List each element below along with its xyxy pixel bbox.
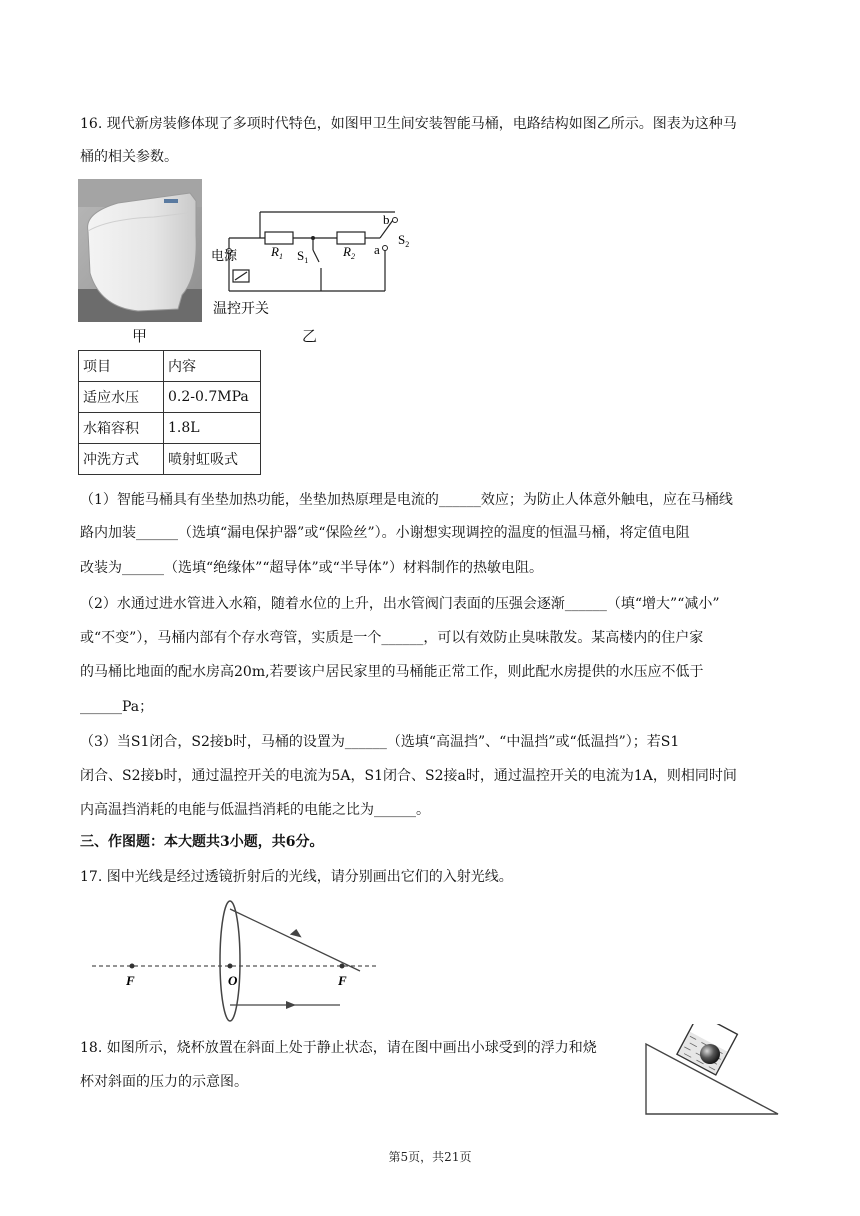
circuit-power-label: 电源: [211, 248, 238, 263]
circuit-thermo-label: 温控开关: [213, 302, 269, 317]
circuit-r2-label: $R_2$: [343, 244, 355, 261]
q18-line2: 杯对斜面的压力的示意图。: [80, 1074, 248, 1090]
q16-part2-line2: 或“不变”），马桶内部有个存水弯管，实质是一个______，可以有效防止臭味散发。某高楼内的住户家: [80, 630, 704, 646]
lens-f-right-label: F: [338, 973, 347, 988]
lens-diagram: [90, 895, 380, 1025]
table-cell: 0.2-0.7MPa: [164, 382, 261, 413]
q16-part2-line1: （2）水通过进水管进入水箱，随着水位的上升，出水管阀门表面的压强会逐渐______（填“增大”“减小”: [80, 596, 720, 612]
circuit-b-label: b: [383, 212, 390, 227]
table-cell: 适应水压: [79, 382, 164, 413]
q18-line1: 18. 如图所示，烧杯放置在斜面上处于静止状态，请在图中画出小球受到的浮力和烧: [80, 1040, 597, 1056]
circuit-diagram: [205, 188, 420, 318]
table-row: [79, 444, 261, 475]
section-heading: 三、作图题：本大题共3小题，共6分。: [80, 834, 324, 850]
table-cell: 1.8L: [164, 413, 261, 444]
q16-part2-line4: ______Pa；: [80, 699, 154, 715]
q16-line1: 16. 现代新房装修体现了多项时代特色，如图甲卫生间安装智能马桶，电路结构如图乙所示。图表为这种马: [80, 116, 737, 132]
q17-text: 17. 图中光线是经过透镜折射后的光线，请分别画出它们的入射光线。: [80, 869, 513, 885]
table-row: [79, 382, 261, 413]
q16-part3-line2: 闭合、S2接b时，通过温控开关的电流为5A，S1闭合、S2接a时，通过温控开关的电流为1A，则相同时间: [80, 768, 737, 784]
table-cell: 冲洗方式: [79, 444, 164, 475]
table-row: [79, 413, 261, 444]
toilet-photo: [78, 179, 202, 322]
fig-jia-caption: 甲: [132, 327, 148, 345]
lens-o-label: O: [228, 973, 238, 988]
q16-part1-line1: （1）智能马桶具有坐垫加热功能，坐垫加热原理是电流的______效应；为防止人体意外触电，应在马桶线: [80, 492, 733, 508]
page-footer: 第5页，共21页: [388, 1150, 472, 1164]
fig-yi-caption: 乙: [302, 327, 318, 345]
table-cell: 水箱容积: [79, 413, 164, 444]
table-cell: 项目: [79, 351, 164, 382]
circuit-s2-label: $S_2$: [398, 232, 410, 249]
q16-part3-line1: （3）当S1闭合，S2接b时，马桶的设置为______（选填“高温挡”、“中温挡”或“低温挡”）；若S1: [80, 734, 680, 750]
q16-line2: 桶的相关参数。: [80, 149, 178, 165]
q16-part2-line3: 的马桶比地面的配水房高20m,若要该户居民家里的马桶能正常工作，则此配水房提供的水压应不低于: [80, 664, 704, 680]
circuit-r1-label: $R_1$: [271, 244, 283, 261]
q16-part3-line3: 内高温挡消耗的电能与低温挡消耗的电能之比为______。: [80, 802, 430, 818]
circuit-a-label: a: [374, 242, 380, 257]
params-table: [78, 350, 261, 475]
table-row: [79, 351, 261, 382]
incline-beaker-diagram: [640, 1024, 785, 1119]
table-cell: 内容: [164, 351, 261, 382]
lens-f-left-label: F: [126, 973, 135, 988]
circuit-s1-label: $S_1$: [297, 248, 309, 265]
q16-part1-line2: 路内加装______（选填“漏电保护器”或“保险丝”）。小谢想实现调控的温度的恒温马桶，将定值电阻: [80, 525, 690, 541]
q16-part1-line3: 改装为______（选填“绝缘体”“超导体”或“半导体”）材料制作的热敏电阻。: [80, 560, 543, 576]
table-cell: 喷射虹吸式: [164, 444, 261, 475]
